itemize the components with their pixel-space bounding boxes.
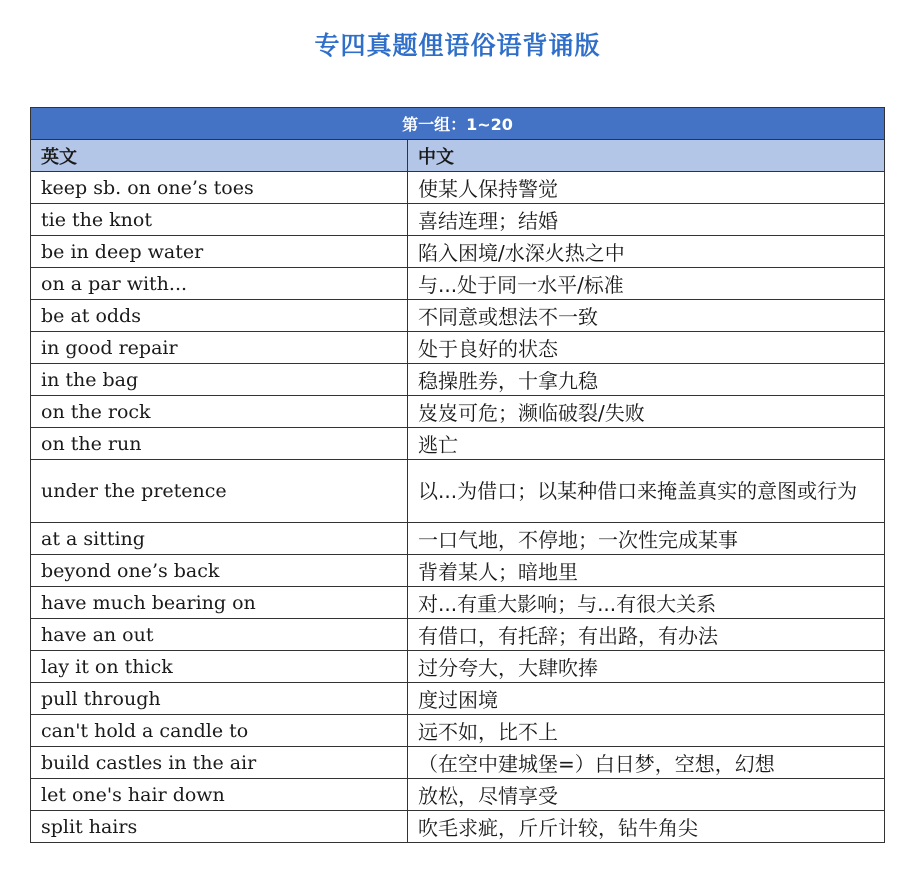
- chinese-cell: 度过困境: [408, 683, 885, 715]
- english-cell: at a sitting: [31, 523, 408, 555]
- english-cell: under the pretence: [31, 460, 408, 523]
- table-row: [31, 204, 885, 236]
- english-cell: have much bearing on: [31, 587, 408, 619]
- table-row: [31, 236, 885, 268]
- table-row: [31, 555, 885, 587]
- document-title: 专四真题俚语俗语背诵版: [314, 31, 601, 60]
- chinese-cell: 吹毛求疵，斤斤计较，钻牛角尖: [408, 811, 885, 843]
- english-cell: on the run: [31, 428, 408, 460]
- table-row: [31, 300, 885, 332]
- chinese-cell: 逃亡: [408, 428, 885, 460]
- chinese-cell: 放松，尽情享受: [408, 779, 885, 811]
- chinese-cell: 有借口，有托辞；有出路，有办法: [408, 619, 885, 651]
- table-row: [31, 747, 885, 779]
- table-row: [31, 172, 885, 204]
- chinese-cell: 不同意或想法不一致: [408, 300, 885, 332]
- chinese-cell: 以...为借口；以某种借口来掩盖真实的意图或行为: [408, 460, 885, 523]
- english-cell: be at odds: [31, 300, 408, 332]
- table-row: [31, 715, 885, 747]
- english-cell: pull through: [31, 683, 408, 715]
- table-row: [31, 779, 885, 811]
- chinese-cell: 处于良好的状态: [408, 332, 885, 364]
- chinese-cell: 岌岌可危；濒临破裂/失败: [408, 396, 885, 428]
- chinese-cell: 对...有重大影响；与...有很大关系: [408, 587, 885, 619]
- group-label: 第一组：1~20: [31, 108, 885, 140]
- table-row: [31, 523, 885, 555]
- english-cell: beyond one’s back: [31, 555, 408, 587]
- table-row: [31, 460, 885, 523]
- chinese-cell: 与...处于同一水平/标准: [408, 268, 885, 300]
- chinese-cell: （在空中建城堡=）白日梦，空想，幻想: [408, 747, 885, 779]
- chinese-cell: 远不如，比不上: [408, 715, 885, 747]
- chinese-cell: 过分夸大，大肆吹捧: [408, 651, 885, 683]
- english-cell: keep sb. on one’s toes: [31, 172, 408, 204]
- english-cell: in the bag: [31, 364, 408, 396]
- english-cell: have an out: [31, 619, 408, 651]
- chinese-cell: 使某人保持警觉: [408, 172, 885, 204]
- chinese-cell: 喜结连理；结婚: [408, 204, 885, 236]
- table-row: [31, 332, 885, 364]
- column-header-english: 英文: [31, 140, 408, 172]
- english-cell: can't hold a candle to: [31, 715, 408, 747]
- table-row: [31, 587, 885, 619]
- english-cell: on a par with...: [31, 268, 408, 300]
- group-header-row: [31, 108, 885, 140]
- english-cell: tie the knot: [31, 204, 408, 236]
- column-header-chinese: 中文: [408, 140, 885, 172]
- table-row: [31, 428, 885, 460]
- table-row: [31, 811, 885, 843]
- table-row: [31, 268, 885, 300]
- table-row: [31, 396, 885, 428]
- chinese-cell: 稳操胜券，十拿九稳: [408, 364, 885, 396]
- table-row: [31, 651, 885, 683]
- english-cell: lay it on thick: [31, 651, 408, 683]
- english-cell: let one's hair down: [31, 779, 408, 811]
- english-cell: build castles in the air: [31, 747, 408, 779]
- column-header-row: [31, 140, 885, 172]
- table-row: [31, 619, 885, 651]
- chinese-cell: 背着某人；暗地里: [408, 555, 885, 587]
- table-row: [31, 364, 885, 396]
- chinese-cell: 陷入困境/水深火热之中: [408, 236, 885, 268]
- table-row: [31, 683, 885, 715]
- english-cell: in good repair: [31, 332, 408, 364]
- chinese-cell: 一口气地，不停地；一次性完成某事: [408, 523, 885, 555]
- english-cell: split hairs: [31, 811, 408, 843]
- english-cell: on the rock: [31, 396, 408, 428]
- idiom-table: [30, 107, 885, 843]
- english-cell: be in deep water: [31, 236, 408, 268]
